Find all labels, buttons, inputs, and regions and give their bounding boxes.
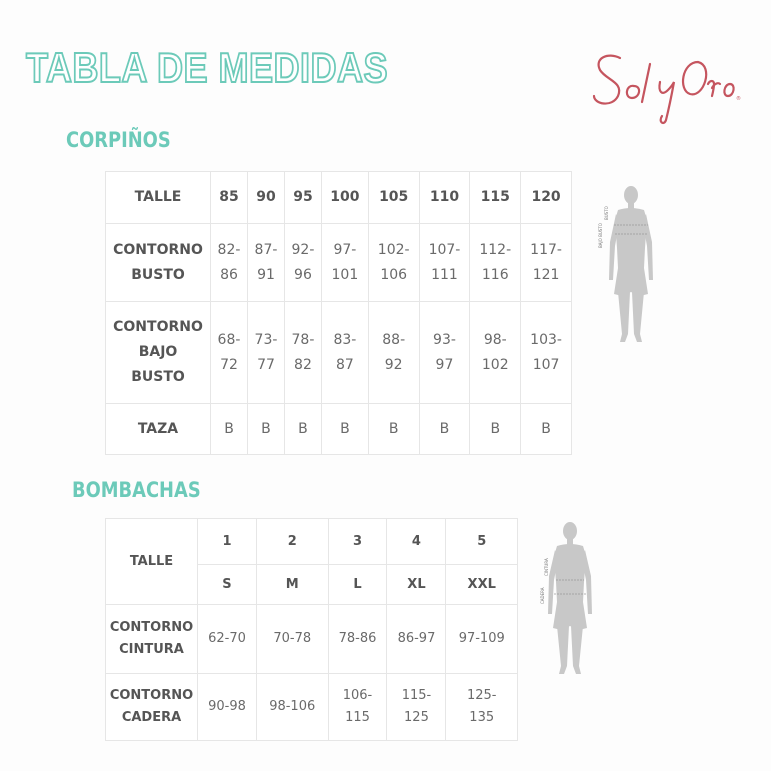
measure-line: 96 — [294, 266, 312, 283]
measure-line: 91 — [257, 266, 275, 283]
measure-cell — [419, 302, 470, 404]
row-header-taza — [106, 404, 211, 455]
size-cell: 90 — [247, 172, 284, 224]
measure-line: 103- — [530, 331, 562, 348]
size-cell: 115 — [470, 172, 521, 224]
measure-line: 135 — [469, 710, 495, 725]
size-letter-cell: XXL — [446, 565, 518, 605]
measure-cell — [521, 302, 572, 404]
size-number-cell: 5 — [446, 519, 518, 565]
row-header-line: BAJO — [138, 344, 178, 360]
figure-label: BAJO BUSTO — [598, 223, 603, 248]
table-row — [106, 302, 572, 404]
measure-line: 77 — [257, 356, 275, 373]
measure-cell — [470, 224, 521, 302]
measure-cell: B — [470, 404, 521, 455]
measure-cell: B — [211, 404, 248, 455]
measure-line: 112- — [479, 241, 512, 258]
table-row — [106, 605, 518, 674]
figure-label: CINTURA — [544, 558, 549, 576]
measure-cell: 70-78 — [256, 605, 328, 674]
measure-line: 97- — [333, 241, 357, 258]
measure-line: 117- — [530, 241, 562, 258]
section-title-corpinos: CORPIÑOS — [66, 128, 171, 152]
row-header-line: CONTORNO — [109, 688, 194, 703]
table-row — [106, 519, 518, 565]
row-header-talle: TALLE — [106, 172, 211, 224]
measure-cell: 98-106 — [256, 674, 328, 741]
size-letter-cell: S — [198, 565, 257, 605]
row-header-line: TAZA — [137, 420, 179, 437]
table-row — [106, 172, 572, 224]
measure-cell: B — [419, 404, 470, 455]
row-header-line: CINTURA — [119, 642, 184, 657]
size-number-cell: 1 — [198, 519, 257, 565]
measure-cell — [321, 302, 368, 404]
measure-line: 72 — [220, 356, 238, 373]
measure-line: 97 — [435, 356, 454, 373]
measure-cell: B — [368, 404, 419, 455]
measure-cell — [247, 224, 284, 302]
size-cell: 105 — [368, 172, 419, 224]
measure-line: 87- — [254, 241, 278, 258]
measure-cell — [284, 224, 321, 302]
section-title-bombachas: BOMBACHAS — [72, 478, 201, 502]
measure-cell — [247, 302, 284, 404]
measure-line: 102- — [377, 241, 410, 258]
row-header-line: BUSTO — [131, 266, 185, 283]
measure-line: 87 — [335, 356, 354, 373]
measure-line: 101 — [331, 266, 359, 283]
measure-line: 92 — [384, 356, 403, 373]
measure-line: 116 — [481, 266, 509, 283]
measure-cell — [368, 224, 419, 302]
size-letter-cell: XL — [387, 565, 446, 605]
measure-cell — [284, 302, 321, 404]
measure-line: 121 — [532, 266, 560, 283]
size-cell: 100 — [321, 172, 368, 224]
size-cell: 95 — [284, 172, 321, 224]
measure-line: 125 — [404, 710, 429, 725]
size-cell: 110 — [419, 172, 470, 224]
table-row — [106, 674, 518, 741]
size-number-cell: 3 — [328, 519, 387, 565]
measure-line: 68- — [217, 331, 241, 348]
measure-cell — [368, 302, 419, 404]
measure-line: 78- — [291, 331, 315, 348]
row-header-talle: TALLE — [106, 519, 198, 605]
size-cell: 120 — [521, 172, 572, 224]
measure-cell — [470, 302, 521, 404]
measure-line: 86 — [220, 266, 238, 283]
measure-cell: B — [284, 404, 321, 455]
measure-cell: 90-98 — [198, 674, 257, 741]
measure-cell — [211, 224, 248, 302]
measure-cell — [328, 674, 387, 741]
measure-line: 107- — [428, 241, 461, 258]
row-header-line: CONTORNO — [109, 620, 194, 635]
row-header-line: CONTORNO — [113, 319, 203, 335]
brand-logo — [590, 46, 740, 126]
corpinos-size-table — [105, 171, 572, 455]
page-title: TABLA DE MEDIDAS — [26, 44, 389, 91]
row-header-line: CONTORNO — [113, 241, 203, 258]
measure-line: 115- — [401, 688, 432, 703]
woman-silhouette-icon — [598, 184, 658, 346]
measure-line: 106- — [342, 688, 373, 703]
measure-cell: B — [247, 404, 284, 455]
bombachas-size-table — [105, 518, 518, 741]
measure-line: 125- — [466, 688, 497, 703]
table-row — [106, 224, 572, 302]
measure-cell — [321, 224, 368, 302]
row-header-line: CADERA — [121, 710, 182, 725]
measure-line: 111 — [431, 266, 458, 283]
measure-cell: 78-86 — [328, 605, 387, 674]
measure-line: 82 — [294, 356, 312, 373]
figure-label: CADERA — [540, 587, 545, 604]
row-header-contorno-bajo-busto — [106, 302, 211, 404]
size-letter-cell: M — [256, 565, 328, 605]
measure-line: 73- — [254, 331, 278, 348]
measure-line: 92- — [291, 241, 315, 258]
measure-line: 93- — [433, 331, 456, 348]
measure-cell: B — [321, 404, 368, 455]
figure-label: BUSTO — [604, 206, 609, 220]
measure-line: 107 — [532, 356, 560, 373]
row-header-contorno-cadera — [106, 674, 198, 741]
measure-cell — [387, 674, 446, 741]
measure-line: 88- — [382, 331, 406, 348]
measure-cell — [419, 224, 470, 302]
size-letter-cell: L — [328, 565, 387, 605]
row-header-line: BUSTO — [131, 369, 185, 385]
measure-line: 98- — [483, 331, 507, 348]
measure-cell: 62-70 — [198, 605, 257, 674]
row-header-contorno-cintura — [106, 605, 198, 674]
measure-line: 106 — [380, 266, 408, 283]
size-cell: 85 — [211, 172, 248, 224]
measure-cell — [211, 302, 248, 404]
measure-line: 83- — [333, 331, 357, 348]
measure-cell: 86-97 — [387, 605, 446, 674]
measure-cell: B — [521, 404, 572, 455]
size-number-cell: 4 — [387, 519, 446, 565]
size-number-cell: 2 — [256, 519, 328, 565]
measure-line: 102 — [481, 356, 509, 373]
measure-cell: 97-109 — [446, 605, 518, 674]
row-header-contorno-busto — [106, 224, 211, 302]
measure-cell — [521, 224, 572, 302]
table-row — [106, 404, 572, 455]
woman-silhouette-icon — [538, 520, 598, 678]
svg-text:®: ® — [736, 96, 741, 102]
measure-line: 115 — [345, 710, 370, 725]
measure-cell — [446, 674, 518, 741]
measure-line: 82- — [217, 241, 241, 258]
